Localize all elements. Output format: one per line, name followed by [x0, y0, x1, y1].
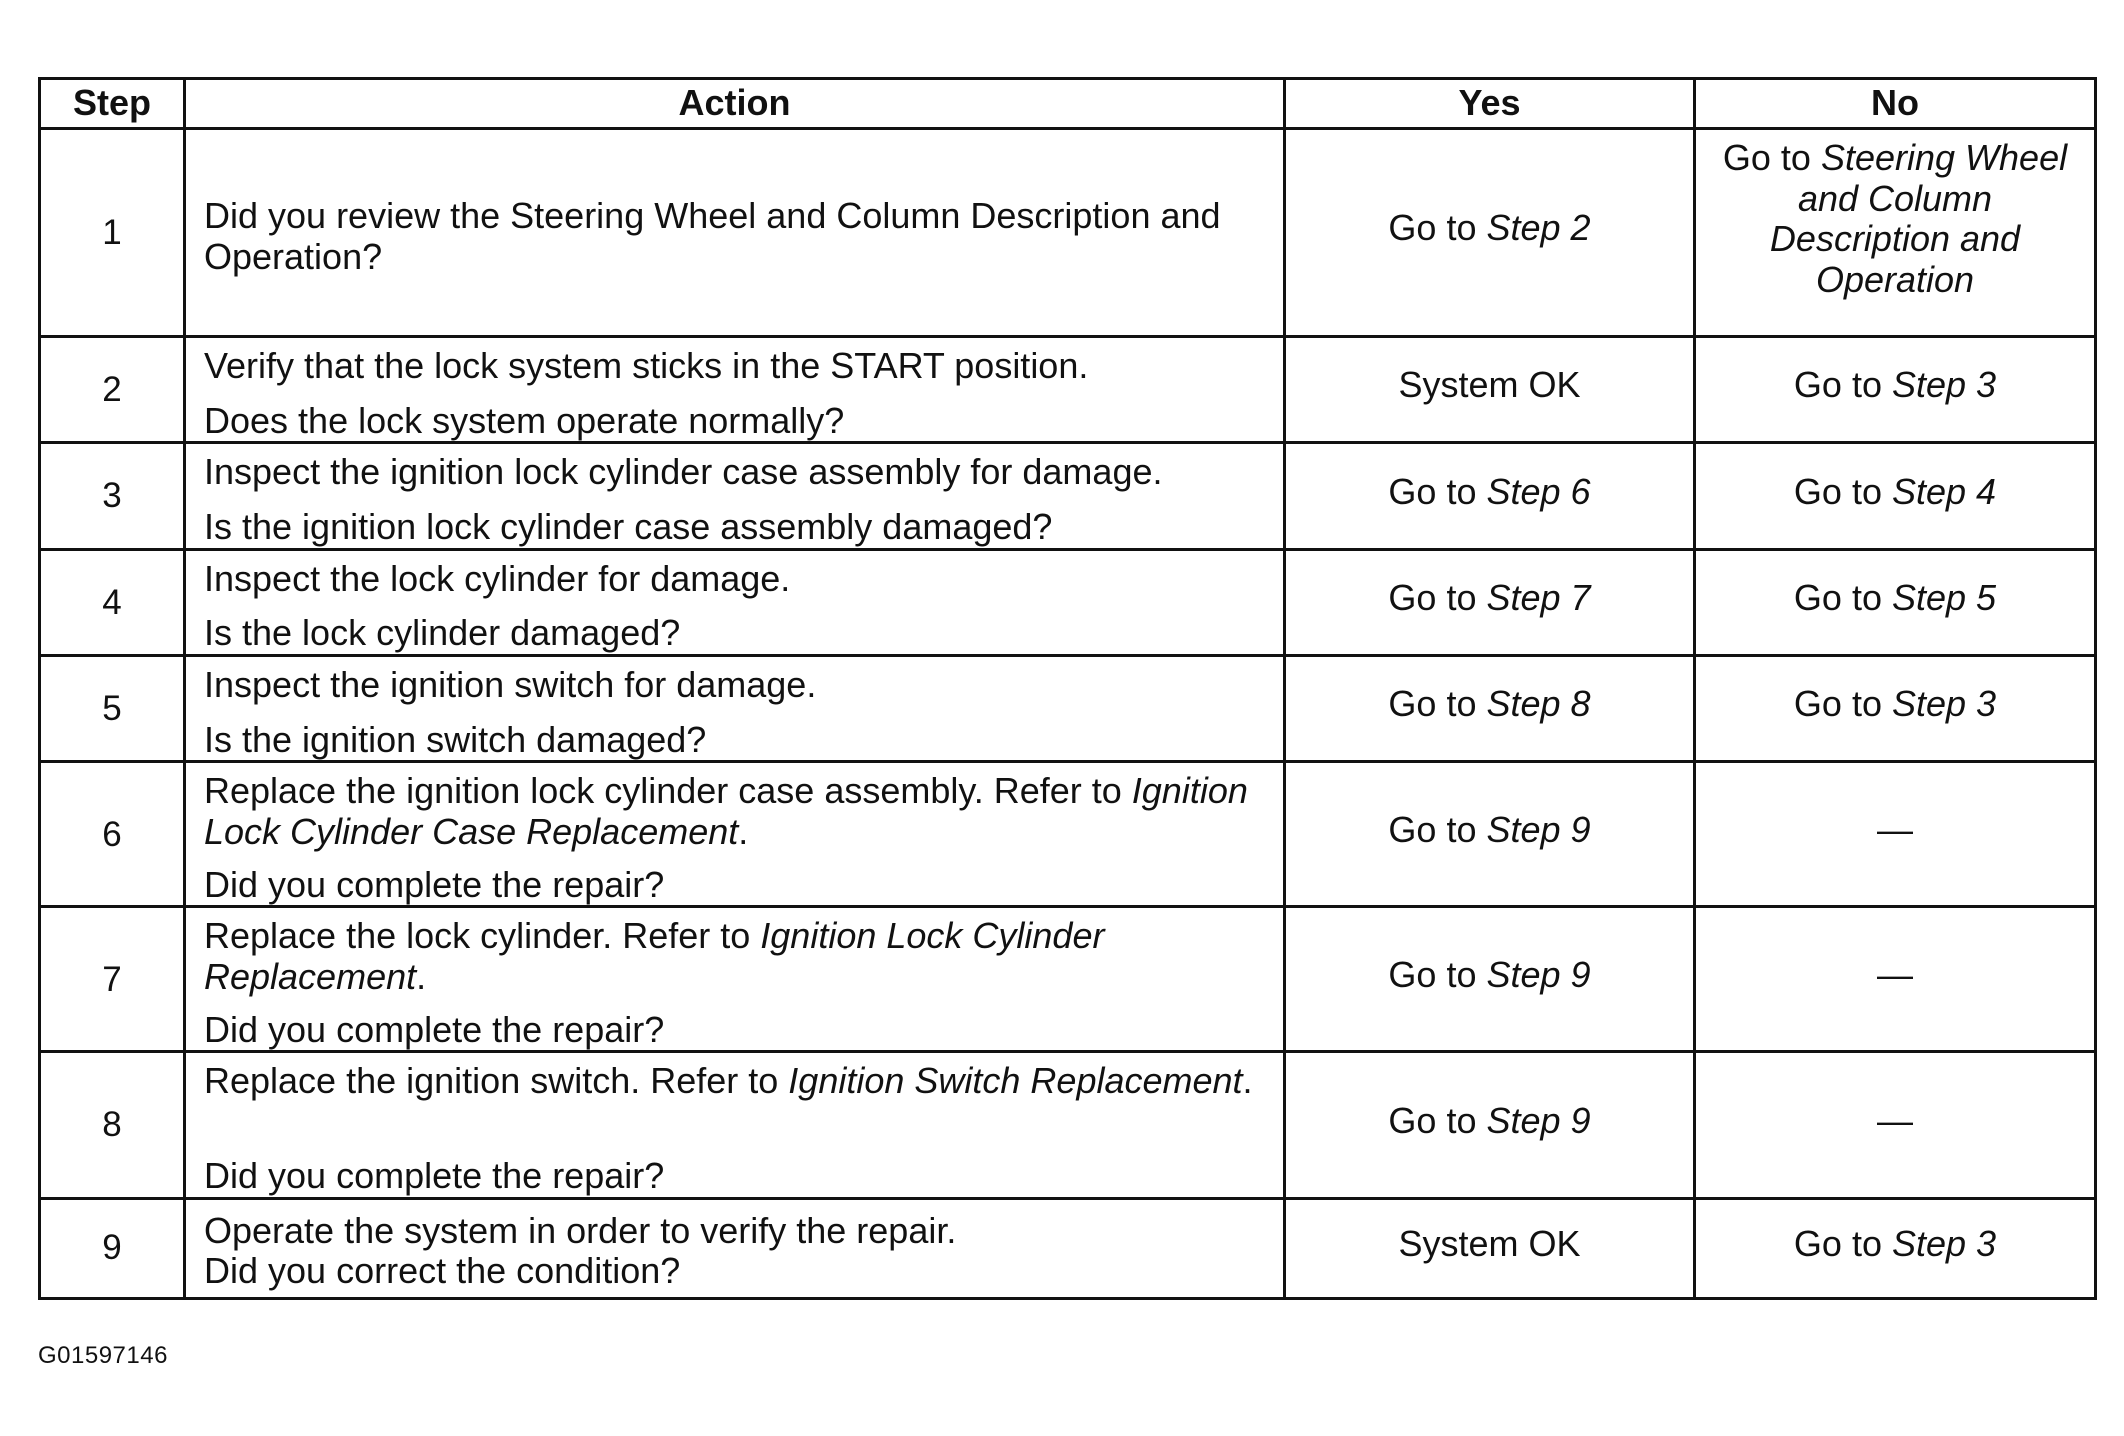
yes-step-ref: Step 8	[1486, 683, 1591, 725]
yes-cell	[1285, 337, 1695, 443]
no-prefix: Go to	[1793, 1222, 1892, 1264]
action-cell	[185, 549, 1285, 655]
action-text: Inspect the ignition switch for damage.	[204, 664, 817, 706]
no-cell	[1695, 549, 2096, 655]
action-text	[204, 1061, 1265, 1102]
no-step-ref: Step 5	[1891, 577, 1997, 619]
action-text-prefix: Replace the lock cylinder. Refer to	[204, 915, 761, 957]
action-cell	[185, 907, 1285, 1052]
yes-prefix: Go to	[1388, 809, 1487, 851]
table-row	[40, 1052, 2096, 1198]
no-dash: —	[1877, 1099, 1913, 1141]
yes-cell	[1285, 907, 1695, 1052]
procedure-ref: Ignition Switch Replacement	[788, 1060, 1243, 1102]
yes-cell	[1285, 1052, 1695, 1198]
action-question: Did you complete the repair?	[204, 863, 665, 905]
action-text-prefix: Replace the ignition switch. Refer to	[204, 1060, 789, 1102]
step-number: 7	[40, 907, 185, 1052]
no-step-ref: Step 3	[1891, 683, 1997, 725]
yes-step-ref: Step 6	[1486, 470, 1591, 512]
no-step-ref: Step 3	[1891, 364, 1997, 406]
action-text-suffix: .	[416, 956, 427, 998]
action-question: Is the ignition switch damaged?	[204, 718, 707, 760]
yes-step-ref: Step 2	[1486, 207, 1591, 249]
yes-text: System OK	[1398, 364, 1581, 406]
no-prefix: Go to	[1793, 577, 1892, 619]
no-step-ref: Step 4	[1891, 470, 1997, 512]
action-question: Does the lock system operate normally?	[204, 399, 845, 441]
table-row	[40, 443, 2096, 549]
action-text	[204, 771, 1265, 852]
yes-cell	[1285, 129, 1695, 337]
yes-step-ref: Step 9	[1486, 954, 1591, 996]
no-cell	[1695, 907, 2096, 1052]
step-number: 2	[40, 337, 185, 443]
step-number: 5	[40, 656, 185, 762]
no-cell	[1695, 337, 2096, 443]
table-header-row	[40, 79, 2096, 129]
action-text: Operate the system in order to verify the repair.	[204, 1209, 957, 1251]
table-row	[40, 762, 2096, 907]
header-step: Step	[40, 79, 185, 129]
action-cell	[185, 656, 1285, 762]
procedure-ref: Ignition Lock Cylinder Case Replacement	[204, 770, 1248, 853]
header-action: Action	[185, 79, 1285, 129]
table-row	[40, 1198, 2096, 1298]
step-number: 9	[40, 1198, 185, 1298]
no-prefix: Go to	[1722, 137, 1821, 178]
yes-step-ref: Step 7	[1486, 577, 1591, 619]
step-number: 3	[40, 443, 185, 549]
action-text: Did you review the Steering Wheel and Column Description and Operation?	[204, 194, 1221, 277]
table-row	[40, 549, 2096, 655]
action-question: Did you complete the repair?	[204, 1008, 665, 1050]
step-number: 1	[40, 129, 185, 337]
table-row	[40, 907, 2096, 1052]
yes-cell	[1285, 656, 1695, 762]
yes-cell	[1285, 443, 1695, 549]
action-text-suffix: .	[738, 811, 749, 853]
action-cell	[185, 443, 1285, 549]
action-cell	[185, 1198, 1285, 1298]
action-question: Did you complete the repair?	[204, 1155, 665, 1197]
step-number: 6	[40, 762, 185, 907]
action-question: Is the lock cylinder damaged?	[204, 612, 681, 654]
yes-step-ref: Step 9	[1486, 1099, 1591, 1141]
header-yes: Yes	[1285, 79, 1695, 129]
no-prefix: Go to	[1793, 683, 1892, 725]
yes-prefix: Go to	[1388, 470, 1487, 512]
step-number: 4	[40, 549, 185, 655]
action-text-prefix: Replace the ignition lock cylinder case assembly. Refer to	[204, 770, 1132, 812]
table-row	[40, 337, 2096, 443]
action-cell	[185, 337, 1285, 443]
table-row	[40, 656, 2096, 762]
no-dash: —	[1877, 809, 1913, 851]
yes-cell	[1285, 549, 1695, 655]
action-question: Did you correct the condition?	[204, 1250, 681, 1292]
yes-prefix: Go to	[1388, 954, 1487, 996]
no-dash: —	[1877, 954, 1913, 996]
action-cell	[185, 1052, 1285, 1198]
no-cell	[1695, 656, 2096, 762]
no-cell	[1695, 1198, 2096, 1298]
no-step-ref: Step 3	[1891, 1222, 1997, 1264]
action-cell	[185, 129, 1285, 337]
no-cell	[1695, 1052, 2096, 1198]
action-question: Is the ignition lock cylinder case assembly damaged?	[204, 506, 1053, 548]
procedure-ref: Ignition Lock Cylinder Replacement	[204, 915, 1105, 998]
action-cell	[185, 762, 1285, 907]
yes-prefix: Go to	[1388, 577, 1487, 619]
yes-cell	[1285, 1198, 1695, 1298]
action-text: Inspect the lock cylinder for damage.	[204, 557, 791, 599]
yes-text: System OK	[1398, 1222, 1581, 1264]
no-cell	[1695, 443, 2096, 549]
action-text-suffix: .	[1242, 1060, 1253, 1102]
yes-cell	[1285, 762, 1695, 907]
yes-prefix: Go to	[1388, 1099, 1487, 1141]
no-prefix: Go to	[1793, 470, 1892, 512]
action-text: Inspect the ignition lock cylinder case assembly for damage.	[204, 451, 1163, 493]
yes-prefix: Go to	[1388, 207, 1487, 249]
no-cell	[1695, 129, 2096, 337]
no-cell	[1695, 762, 2096, 907]
no-doc-ref: Steering Wheel and Column Description and Operation	[1769, 137, 2068, 301]
no-prefix: Go to	[1793, 364, 1892, 406]
figure-code: G01597146	[38, 1342, 168, 1369]
header-no: No	[1695, 79, 2096, 129]
diagnostic-table	[38, 77, 2097, 1300]
table-row	[40, 129, 2096, 337]
action-text	[204, 916, 1265, 997]
yes-prefix: Go to	[1388, 683, 1487, 725]
step-number: 8	[40, 1052, 185, 1198]
yes-step-ref: Step 9	[1486, 809, 1591, 851]
action-text: Verify that the lock system sticks in the START position.	[204, 345, 1089, 386]
